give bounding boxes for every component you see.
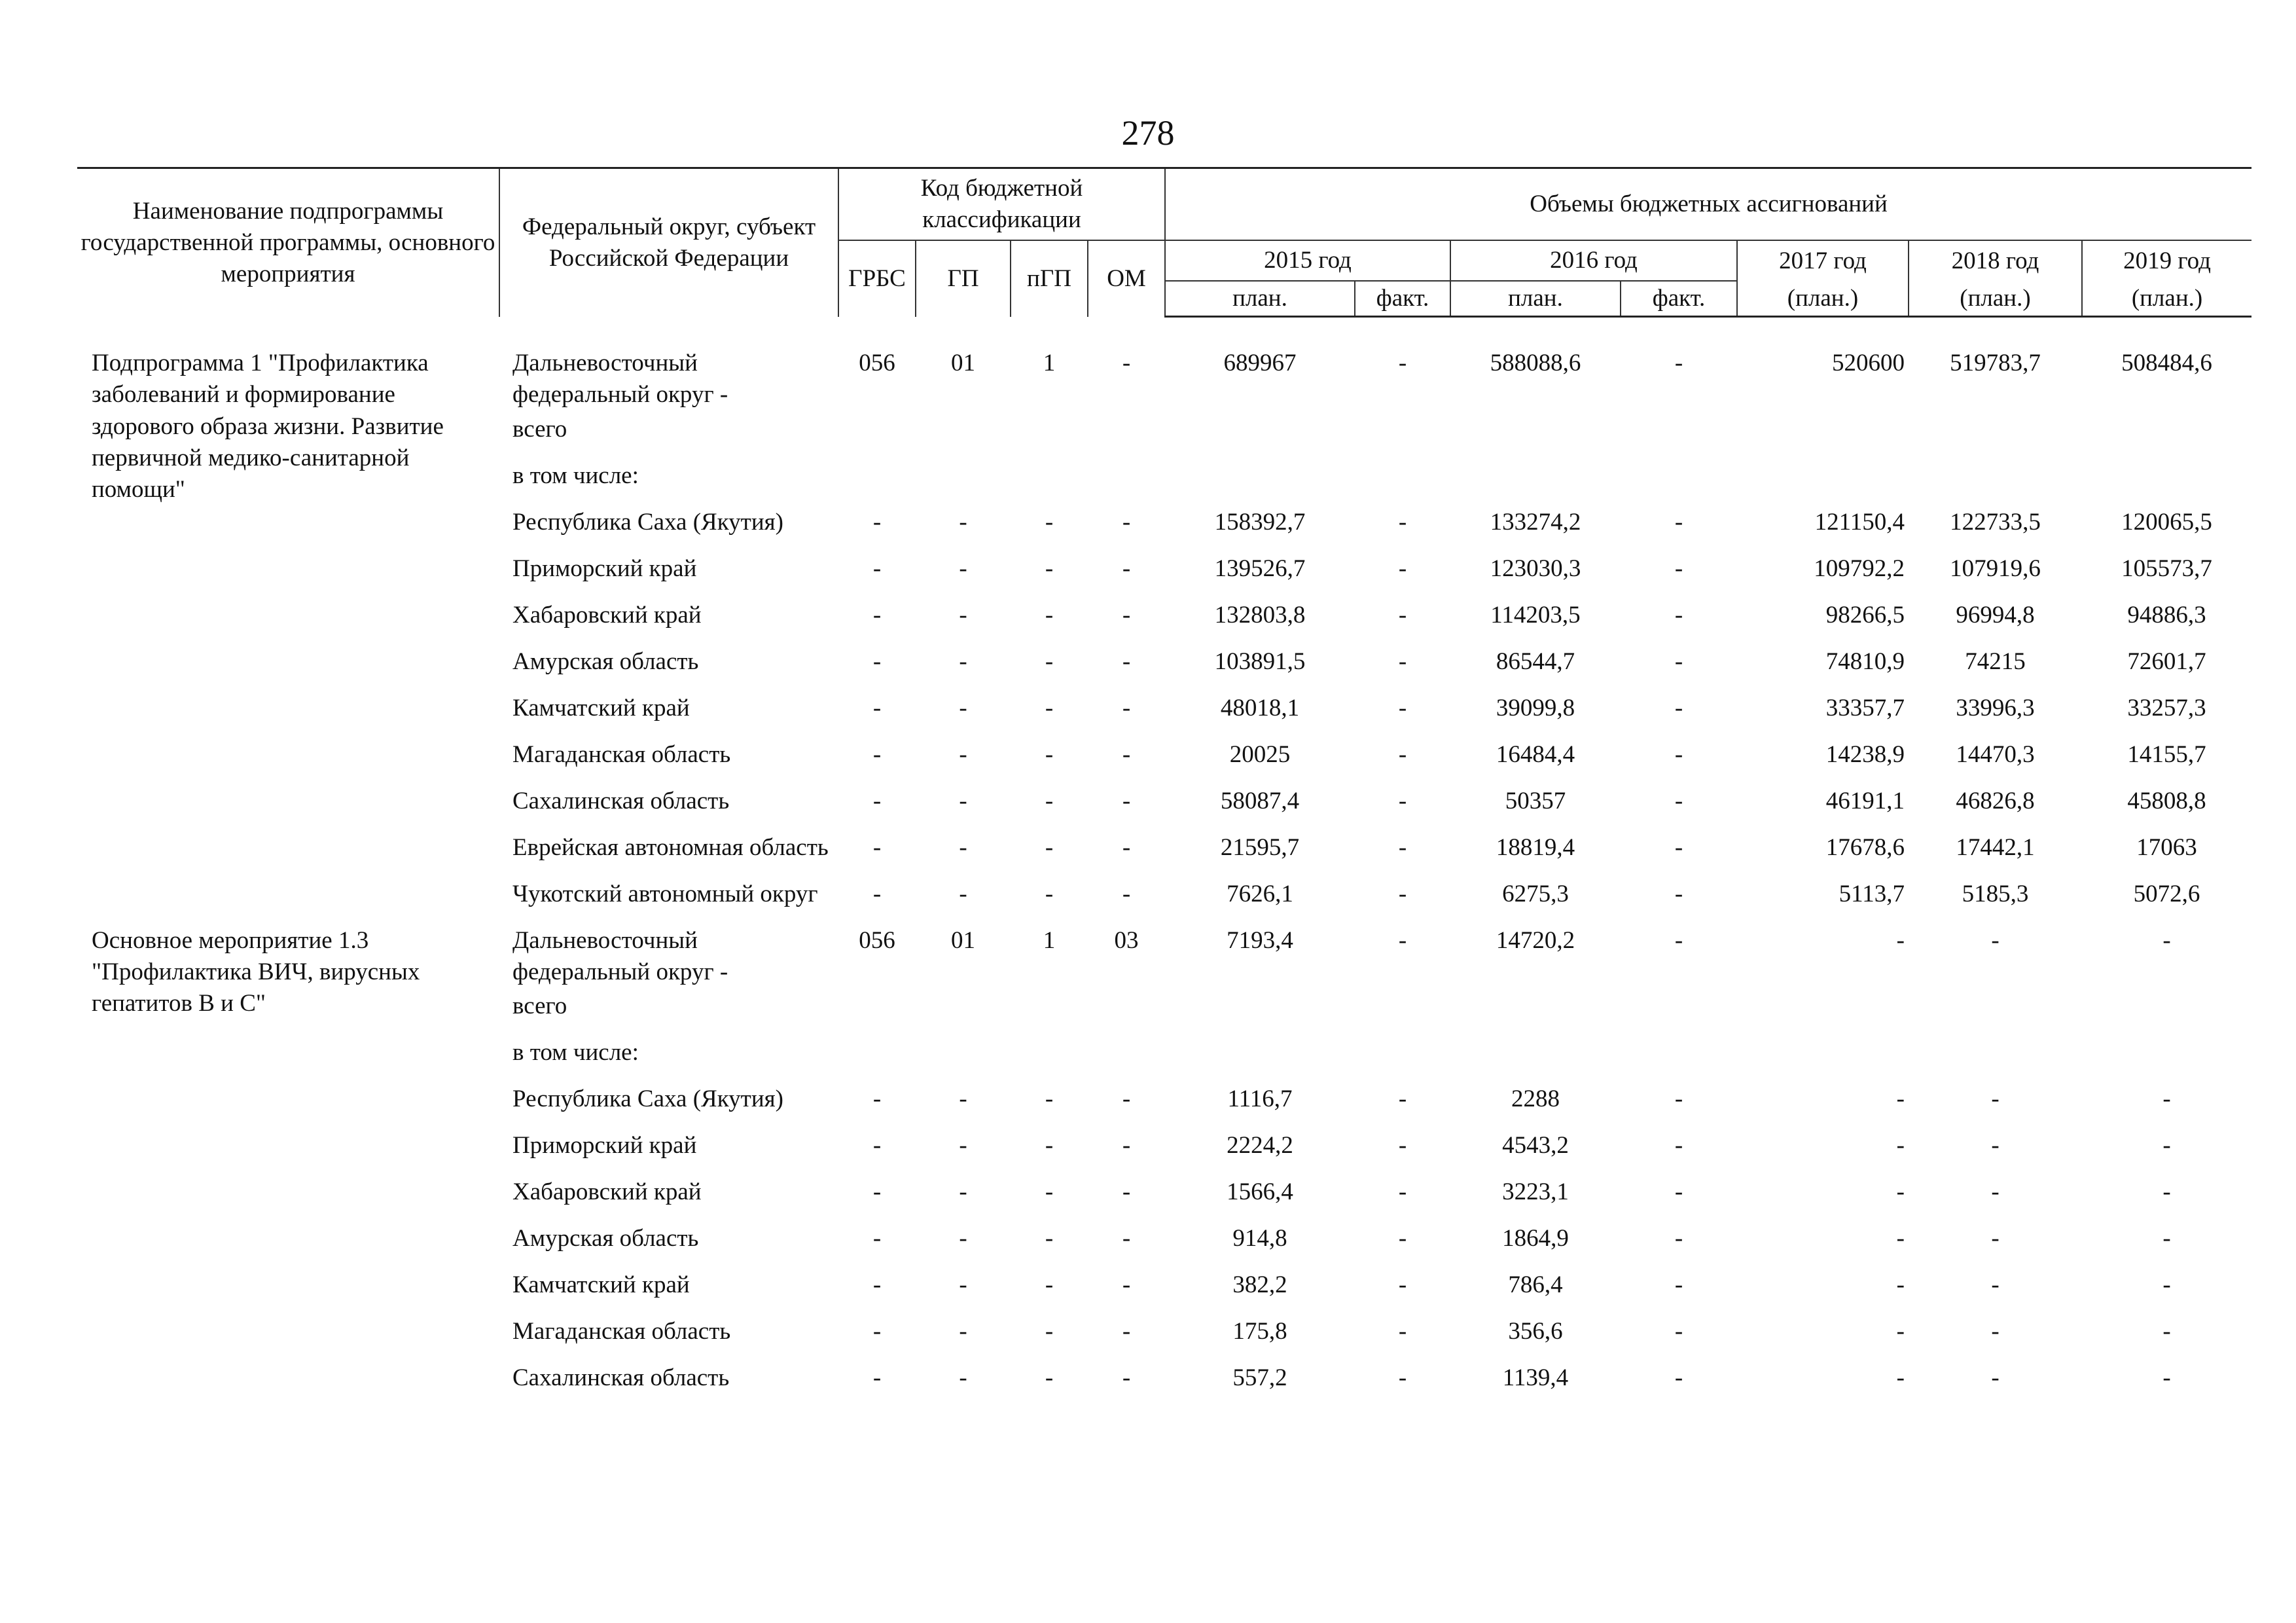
- region-total-label: Дальневосточный федеральный округ -: [512, 926, 728, 985]
- code-cell: -: [1045, 601, 1054, 629]
- section-name: Подпрограмма 1 "Профилактика заболеваний и формирование здорового образа жизни. Развитие первичной медико-санитарной помощи": [92, 350, 444, 503]
- value-cell: 786,4: [1508, 1271, 1563, 1298]
- header-code-gp: ГП: [916, 240, 1011, 317]
- header-2017-plan: (план.): [1737, 281, 1909, 317]
- value-cell: [2082, 989, 2251, 1036]
- value-cell: 20025: [1229, 740, 1291, 768]
- header-name-col: Наименование подпрограммы государственной программы, основного мероприятия: [77, 168, 499, 317]
- value-cell: 21595,7: [1220, 833, 1300, 861]
- value-cell: -: [1896, 926, 1905, 954]
- header-volumes-group: Объемы бюджетных ассигнований: [1165, 168, 2251, 241]
- code-cell: -: [1045, 1224, 1054, 1252]
- code-cell: -: [1122, 740, 1131, 768]
- value-cell: [1909, 1036, 2082, 1082]
- value-cell: -: [1674, 1178, 1683, 1205]
- value-cell: 382,2: [1232, 1271, 1287, 1298]
- value-cell: -: [1398, 555, 1407, 582]
- value-cell: 132803,8: [1214, 601, 1306, 629]
- value-cell: -: [2162, 926, 2171, 954]
- code-cell: -: [872, 1364, 882, 1391]
- header-year-2018: 2018 год: [1909, 240, 2082, 281]
- code-cell: -: [1045, 647, 1054, 675]
- value-cell: [1737, 412, 1909, 459]
- region-total-suffix: всего: [512, 415, 567, 443]
- value-cell: 122733,5: [1950, 508, 2041, 536]
- code-cell: -: [959, 1085, 967, 1112]
- region-name: Магаданская область: [512, 1317, 731, 1345]
- code-cell: 1: [1043, 926, 1056, 954]
- value-cell: 39099,8: [1496, 694, 1575, 721]
- value-cell: [1621, 989, 1737, 1036]
- value-cell: -: [2162, 1224, 2171, 1252]
- value-cell: -: [1398, 1178, 1407, 1205]
- value-cell: 33257,3: [2127, 694, 2206, 721]
- value-cell: 7193,4: [1227, 926, 1293, 954]
- code-cell: -: [959, 740, 967, 768]
- table-row-total: [77, 924, 2251, 989]
- value-cell: 105573,7: [2121, 555, 2212, 582]
- code-cell: -: [1122, 647, 1131, 675]
- value-cell: -: [1398, 350, 1407, 377]
- value-cell: -: [1398, 880, 1407, 907]
- value-cell: 86544,7: [1496, 647, 1575, 675]
- value-cell: -: [1991, 1271, 2000, 1298]
- value-cell: 121150,4: [1814, 508, 1905, 536]
- value-cell: 17442,1: [1956, 833, 2035, 861]
- value-cell: -: [1674, 1224, 1683, 1252]
- code-cell: -: [1045, 1364, 1054, 1391]
- value-cell: [1737, 1036, 1909, 1082]
- value-cell: -: [1674, 926, 1683, 954]
- table-header: [77, 168, 2251, 317]
- value-cell: 5113,7: [1839, 880, 1905, 907]
- value-cell: [1737, 989, 1909, 1036]
- value-cell: -: [1398, 833, 1407, 861]
- value-cell: [1165, 1036, 1355, 1082]
- region-name: Магаданская область: [512, 740, 731, 768]
- code-cell: -: [1122, 1131, 1131, 1159]
- value-cell: -: [1398, 1271, 1407, 1298]
- header-2019-plan: (план.): [2082, 281, 2251, 317]
- value-cell: [1450, 989, 1621, 1036]
- page-number: 278: [1121, 113, 1175, 153]
- value-cell: 7626,1: [1227, 880, 1293, 907]
- value-cell: 18819,4: [1496, 833, 1575, 861]
- code-cell: [1088, 989, 1165, 1036]
- value-cell: 74810,9: [1825, 647, 1905, 675]
- value-cell: -: [1674, 508, 1683, 536]
- code-cell: -: [959, 1271, 967, 1298]
- code-cell: -: [872, 787, 882, 814]
- value-cell: 107919,6: [1950, 555, 2041, 582]
- value-cell: 14238,9: [1825, 740, 1905, 768]
- header-code-om: ОМ: [1088, 240, 1165, 317]
- code-cell: -: [1122, 787, 1131, 814]
- including-label: в том числе:: [512, 462, 639, 489]
- table-row-total: [77, 346, 2251, 412]
- code-cell: -: [1045, 1271, 1054, 1298]
- code-cell: -: [1045, 1085, 1054, 1112]
- value-cell: [1450, 412, 1621, 459]
- header-2018-plan: (план.): [1909, 281, 2082, 317]
- value-cell: -: [1674, 880, 1683, 907]
- value-cell: 2224,2: [1227, 1131, 1293, 1159]
- code-cell: -: [1045, 1317, 1054, 1345]
- value-cell: 123030,3: [1490, 555, 1581, 582]
- value-cell: -: [1896, 1131, 1905, 1159]
- value-cell: -: [1398, 694, 1407, 721]
- code-cell: -: [959, 647, 967, 675]
- region-name: Приморский край: [512, 1131, 697, 1159]
- code-cell: [838, 459, 916, 505]
- code-cell: -: [1045, 508, 1054, 536]
- code-cell: [916, 1036, 1011, 1082]
- value-cell: -: [2162, 1131, 2171, 1159]
- code-cell: -: [1045, 880, 1054, 907]
- header-code-pgp: пГП: [1011, 240, 1088, 317]
- code-cell: -: [959, 1317, 967, 1345]
- code-cell: [1011, 989, 1088, 1036]
- value-cell: -: [1398, 926, 1407, 954]
- code-cell: -: [1122, 1085, 1131, 1112]
- header-2016-fact: факт.: [1621, 281, 1737, 317]
- value-cell: -: [1991, 1131, 2000, 1159]
- value-cell: 1116,7: [1227, 1085, 1293, 1112]
- code-cell: 01: [951, 926, 975, 954]
- code-cell: -: [872, 1131, 882, 1159]
- code-cell: 056: [859, 350, 895, 377]
- code-cell: -: [1122, 694, 1131, 721]
- value-cell: [1450, 1036, 1621, 1082]
- code-cell: -: [1045, 833, 1054, 861]
- value-cell: [1621, 412, 1737, 459]
- value-cell: 14155,7: [2127, 740, 2206, 768]
- region-name: Амурская область: [512, 1224, 699, 1252]
- value-cell: [1355, 989, 1450, 1036]
- code-cell: -: [1122, 880, 1131, 907]
- code-cell: -: [1122, 555, 1131, 582]
- value-cell: 689967: [1223, 350, 1297, 377]
- header-year-2015: 2015 год: [1165, 240, 1450, 281]
- code-cell: -: [959, 787, 967, 814]
- value-cell: -: [1674, 740, 1683, 768]
- value-cell: -: [1398, 1364, 1407, 1391]
- value-cell: 14720,2: [1496, 926, 1575, 954]
- value-cell: 46826,8: [1956, 787, 2035, 814]
- header-2016-plan: план.: [1450, 281, 1621, 317]
- value-cell: [1621, 1036, 1737, 1082]
- code-cell: -: [959, 508, 967, 536]
- value-cell: 17063: [2136, 833, 2197, 861]
- code-cell: -: [1122, 1178, 1131, 1205]
- value-cell: -: [1896, 1317, 1905, 1345]
- code-cell: -: [872, 740, 882, 768]
- region-name: Приморский край: [512, 555, 697, 582]
- value-cell: 14470,3: [1956, 740, 2035, 768]
- value-cell: -: [1674, 1364, 1683, 1391]
- value-cell: 508484,6: [2121, 350, 2212, 377]
- value-cell: -: [1991, 1178, 2000, 1205]
- value-cell: [1355, 412, 1450, 459]
- value-cell: [1909, 989, 2082, 1036]
- region-name: Республика Саха (Якутия): [512, 1085, 783, 1112]
- region-name: Камчатский край: [512, 694, 690, 721]
- value-cell: 175,8: [1232, 1317, 1287, 1345]
- code-cell: [838, 412, 916, 459]
- value-cell: 356,6: [1508, 1317, 1563, 1345]
- region-name: Сахалинская область: [512, 1364, 730, 1391]
- code-cell: -: [1122, 1271, 1131, 1298]
- code-cell: [1088, 412, 1165, 459]
- value-cell: [1621, 459, 1737, 505]
- header-2015-plan: план.: [1165, 281, 1355, 317]
- value-cell: 4543,2: [1502, 1131, 1569, 1159]
- value-cell: 114203,5: [1490, 601, 1581, 629]
- value-cell: 5185,3: [1962, 880, 2029, 907]
- region-total-label: Дальневосточный федеральный округ -: [512, 350, 728, 409]
- value-cell: -: [1896, 1271, 1905, 1298]
- code-cell: -: [1045, 1178, 1054, 1205]
- value-cell: 158392,7: [1214, 508, 1306, 536]
- value-cell: -: [1398, 1224, 1407, 1252]
- code-cell: [916, 412, 1011, 459]
- code-cell: -: [872, 601, 882, 629]
- code-cell: 1: [1043, 350, 1056, 377]
- value-cell: -: [2162, 1085, 2171, 1112]
- value-cell: 46191,1: [1825, 787, 1905, 814]
- value-cell: 109792,2: [1814, 555, 1905, 582]
- region-name: Еврейская автономная область: [512, 833, 829, 861]
- header-2015-fact: факт.: [1355, 281, 1450, 317]
- code-cell: [916, 989, 1011, 1036]
- value-cell: -: [1674, 1131, 1683, 1159]
- value-cell: 48018,1: [1220, 694, 1300, 721]
- value-cell: -: [1991, 1085, 2000, 1112]
- code-cell: [916, 459, 1011, 505]
- code-cell: [1088, 1036, 1165, 1082]
- header-year-2019: 2019 год: [2082, 240, 2251, 281]
- header-code-group: Код бюджетной классификации: [838, 168, 1165, 241]
- code-cell: -: [1122, 833, 1131, 861]
- value-cell: 139526,7: [1214, 555, 1306, 582]
- value-cell: -: [1398, 787, 1407, 814]
- code-cell: -: [959, 694, 967, 721]
- value-cell: 5072,6: [2133, 880, 2200, 907]
- code-cell: -: [872, 1178, 882, 1205]
- code-cell: -: [872, 508, 882, 536]
- value-cell: 16484,4: [1496, 740, 1575, 768]
- header-year-2016: 2016 год: [1450, 240, 1737, 281]
- region-name: Хабаровский край: [512, 601, 702, 629]
- section-name: Основное мероприятие 1.3 "Профилактика ВИЧ, вирусных гепатитов В и С": [92, 926, 420, 1017]
- region-name: Камчатский край: [512, 1271, 690, 1298]
- value-cell: 33357,7: [1825, 694, 1905, 721]
- header-region-col: Федеральный округ, субъект Российской Федерации: [499, 168, 838, 317]
- value-cell: [1909, 459, 2082, 505]
- value-cell: 98266,5: [1825, 601, 1905, 629]
- code-cell: [1088, 459, 1165, 505]
- value-cell: 133274,2: [1490, 508, 1581, 536]
- value-cell: -: [2162, 1178, 2171, 1205]
- value-cell: 1566,4: [1227, 1178, 1293, 1205]
- value-cell: -: [1991, 926, 2000, 954]
- code-cell: -: [1045, 787, 1054, 814]
- code-cell: -: [1122, 1224, 1131, 1252]
- value-cell: [1737, 459, 1909, 505]
- code-cell: -: [1045, 1131, 1054, 1159]
- code-cell: -: [872, 833, 882, 861]
- value-cell: [2082, 459, 2251, 505]
- code-cell: -: [1045, 740, 1054, 768]
- value-cell: -: [1398, 601, 1407, 629]
- value-cell: -: [2162, 1364, 2171, 1391]
- region-name: Чукотский автономный округ: [512, 880, 818, 907]
- value-cell: [1450, 459, 1621, 505]
- code-cell: 03: [1114, 926, 1139, 954]
- code-cell: -: [959, 880, 967, 907]
- header-year-2017: 2017 год: [1737, 240, 1909, 281]
- region-name: Сахалинская область: [512, 787, 730, 814]
- value-cell: 3223,1: [1502, 1178, 1569, 1205]
- region-total-suffix: всего: [512, 992, 567, 1019]
- code-cell: -: [959, 833, 967, 861]
- value-cell: 74215: [1965, 647, 2026, 675]
- value-cell: -: [1674, 1317, 1683, 1345]
- value-cell: [1355, 459, 1450, 505]
- value-cell: -: [1674, 647, 1683, 675]
- value-cell: 72601,7: [2127, 647, 2206, 675]
- code-cell: [838, 989, 916, 1036]
- region-name: Амурская область: [512, 647, 699, 675]
- region-name: Хабаровский край: [512, 1178, 702, 1205]
- value-cell: 50357: [1505, 787, 1566, 814]
- code-cell: -: [959, 1131, 967, 1159]
- value-cell: 120065,5: [2121, 508, 2212, 536]
- value-cell: 96994,8: [1956, 601, 2035, 629]
- value-cell: -: [1398, 647, 1407, 675]
- value-cell: 557,2: [1232, 1364, 1287, 1391]
- value-cell: -: [1674, 787, 1683, 814]
- code-cell: -: [872, 1271, 882, 1298]
- value-cell: [1165, 459, 1355, 505]
- value-cell: -: [1674, 694, 1683, 721]
- code-cell: 01: [951, 350, 975, 377]
- value-cell: [1355, 1036, 1450, 1082]
- code-cell: -: [1122, 350, 1131, 377]
- value-cell: -: [1674, 1085, 1683, 1112]
- code-cell: -: [959, 555, 967, 582]
- value-cell: 1864,9: [1502, 1224, 1569, 1252]
- value-cell: -: [1896, 1085, 1905, 1112]
- code-cell: -: [959, 1224, 967, 1252]
- code-cell: -: [872, 694, 882, 721]
- value-cell: [1165, 412, 1355, 459]
- value-cell: 17678,6: [1825, 833, 1905, 861]
- value-cell: -: [1674, 601, 1683, 629]
- value-cell: 519783,7: [1950, 350, 2041, 377]
- value-cell: 6275,3: [1502, 880, 1569, 907]
- value-cell: -: [2162, 1271, 2171, 1298]
- code-cell: -: [1122, 1364, 1131, 1391]
- code-cell: -: [959, 1364, 967, 1391]
- code-cell: -: [872, 880, 882, 907]
- value-cell: [1909, 412, 2082, 459]
- code-cell: -: [872, 647, 882, 675]
- code-cell: -: [872, 1224, 882, 1252]
- code-cell: -: [1122, 508, 1131, 536]
- value-cell: 588088,6: [1490, 350, 1581, 377]
- budget-table: [77, 167, 2251, 1408]
- value-cell: -: [1398, 1131, 1407, 1159]
- including-label: в том числе:: [512, 1038, 639, 1066]
- value-cell: -: [1398, 1317, 1407, 1345]
- value-cell: 103891,5: [1214, 647, 1306, 675]
- code-cell: [1011, 412, 1088, 459]
- value-cell: -: [1674, 350, 1683, 377]
- value-cell: -: [1991, 1224, 2000, 1252]
- value-cell: -: [1991, 1317, 2000, 1345]
- value-cell: -: [1674, 1271, 1683, 1298]
- code-cell: -: [1045, 694, 1054, 721]
- code-cell: -: [959, 601, 967, 629]
- value-cell: 94886,3: [2127, 601, 2206, 629]
- value-cell: -: [1896, 1364, 1905, 1391]
- code-cell: -: [959, 1178, 967, 1205]
- value-cell: 58087,4: [1220, 787, 1300, 814]
- code-cell: [1011, 459, 1088, 505]
- value-cell: 2288: [1511, 1085, 1560, 1112]
- code-cell: -: [872, 1085, 882, 1112]
- code-cell: -: [1045, 555, 1054, 582]
- value-cell: [2082, 412, 2251, 459]
- value-cell: [2082, 1036, 2251, 1082]
- code-cell: -: [1122, 601, 1131, 629]
- value-cell: 1139,4: [1502, 1364, 1569, 1391]
- code-cell: -: [872, 1317, 882, 1345]
- value-cell: -: [1674, 833, 1683, 861]
- value-cell: -: [2162, 1317, 2171, 1345]
- value-cell: -: [1991, 1364, 2000, 1391]
- value-cell: 914,8: [1232, 1224, 1287, 1252]
- value-cell: -: [1398, 1085, 1407, 1112]
- value-cell: 520600: [1832, 350, 1905, 377]
- code-cell: 056: [859, 926, 895, 954]
- value-cell: -: [1398, 740, 1407, 768]
- value-cell: -: [1896, 1224, 1905, 1252]
- code-cell: [838, 1036, 916, 1082]
- code-cell: [1011, 1036, 1088, 1082]
- value-cell: -: [1896, 1178, 1905, 1205]
- region-name: Республика Саха (Якутия): [512, 508, 783, 536]
- table-body: [77, 317, 2251, 1408]
- value-cell: -: [1674, 555, 1683, 582]
- value-cell: -: [1398, 508, 1407, 536]
- value-cell: 45808,8: [2127, 787, 2206, 814]
- code-cell: -: [1122, 1317, 1131, 1345]
- header-code-grbs: ГРБС: [838, 240, 916, 317]
- header-spacer: [77, 317, 2251, 347]
- value-cell: [1165, 989, 1355, 1036]
- code-cell: -: [872, 555, 882, 582]
- value-cell: 33996,3: [1956, 694, 2035, 721]
